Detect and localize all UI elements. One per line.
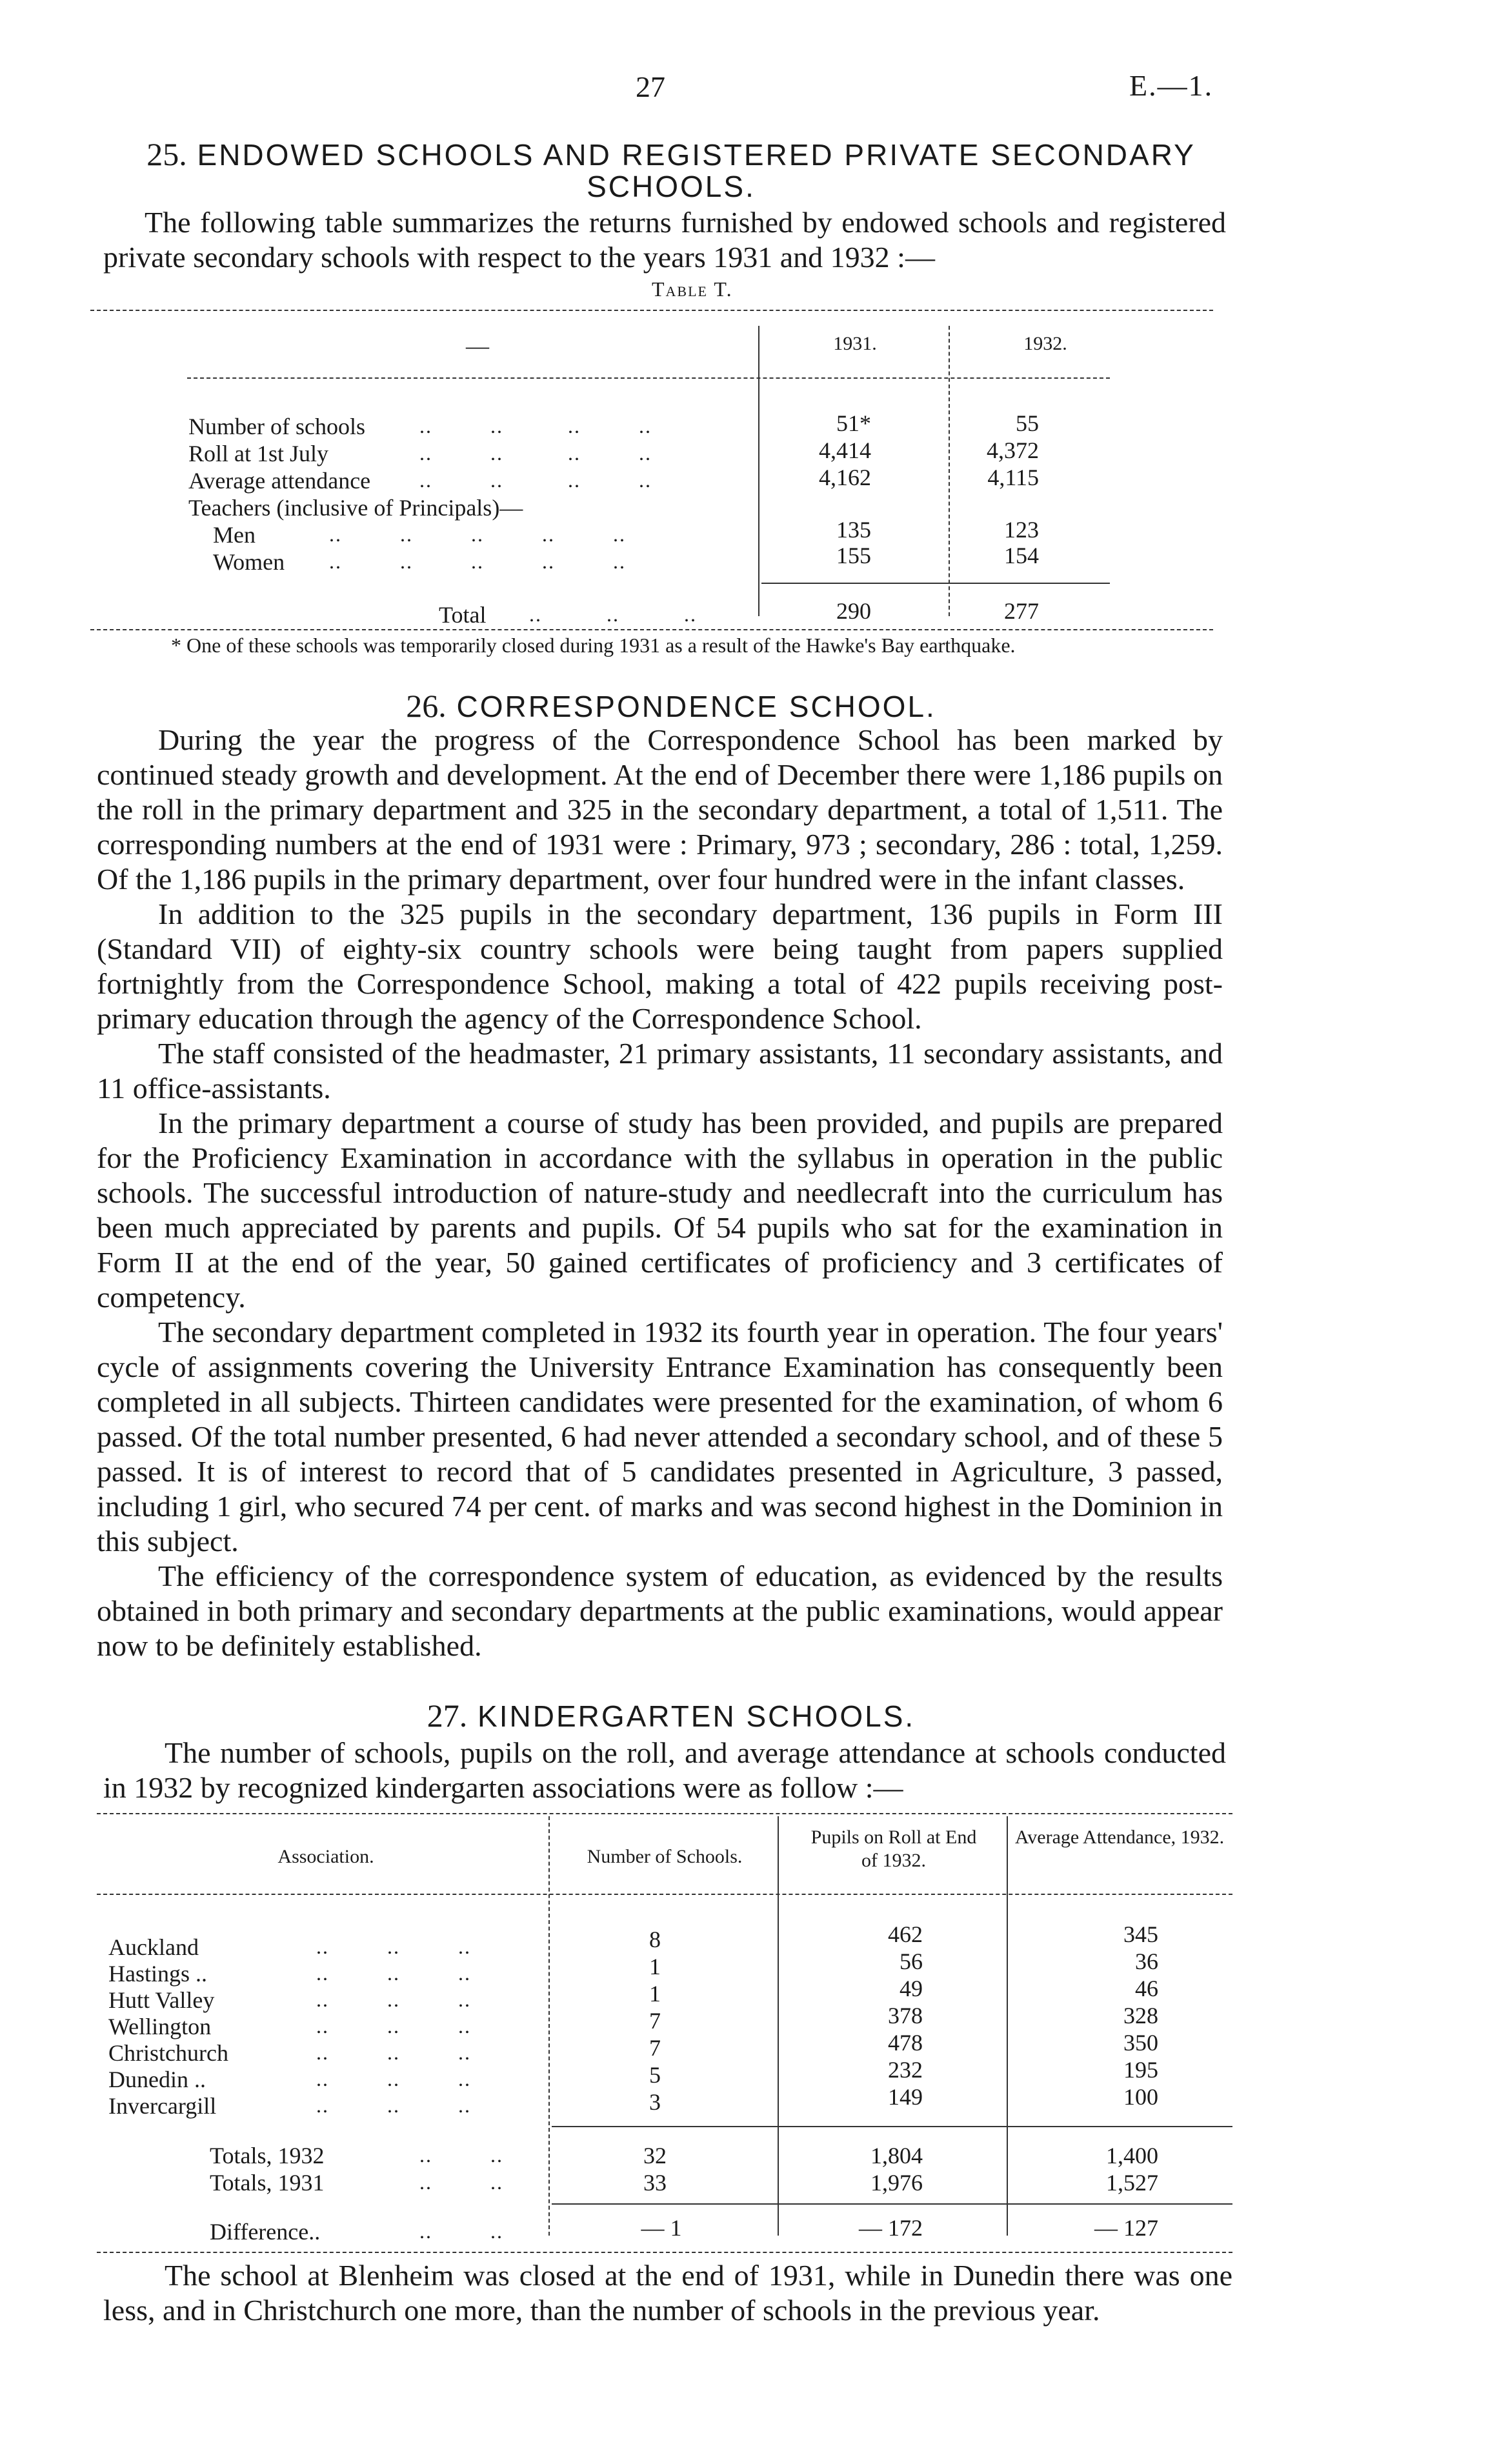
paragraph: In addition to the 325 pupils in the secondary department, 136 pupils in Form III (Standard VII) of eighty-six country schools were being taught from papers supplied fortnightly from the Correspondence School, making a total of 422 pupils receiving post-primary education through the agency of the Correspondence School.	[97, 897, 1223, 1035]
section-26-body	[97, 723, 1223, 1663]
kg-header-rule	[97, 1894, 1232, 1895]
cell-roll: 56	[900, 1948, 923, 1974]
totals-label: Totals, 1932	[210, 2143, 325, 2169]
table-t-header-1931: 1931.	[833, 333, 877, 354]
table-t-col-divider-2	[949, 326, 950, 616]
cell-roll: 232	[888, 2057, 923, 2083]
row-label: Number of schools	[188, 414, 365, 439]
cell-attendance: 1,527	[1106, 2170, 1158, 2196]
cell-schools: 8	[649, 1927, 661, 1952]
leader-dots: .. .. ..	[316, 2094, 471, 2117]
cell-1931: 155	[836, 543, 871, 568]
section-26-number: 26.	[406, 688, 447, 724]
section-26-title: CORRESPONDENCE SCHOOL.	[456, 690, 936, 723]
leader-dots: .. .. .. ..	[419, 414, 652, 437]
cell-attendance: 195	[1123, 2057, 1158, 2083]
cell-schools: 5	[649, 2062, 661, 2088]
kg-col-divider-1	[548, 1816, 550, 2236]
cell-roll: 1,976	[870, 2170, 923, 2196]
cell-schools: — 1	[641, 2215, 682, 2241]
table-t-total-rule	[761, 583, 1110, 584]
total-1932: 277	[1004, 598, 1039, 624]
cell-attendance: 328	[1123, 2003, 1158, 2028]
section-25-intro: The following table summarizes the returns furnished by endowed schools and registered private secondary schools with respect to the years 1931 and 1932 :—	[103, 206, 1226, 274]
association-name: Invercargill	[108, 2093, 217, 2119]
cell-schools: 33	[643, 2170, 667, 2196]
association-name: Christchurch	[108, 2040, 228, 2066]
leader-dots: .. .. ..	[316, 1988, 471, 2011]
leader-dots: .. .. ..	[316, 1935, 471, 1958]
leader-dots: .. .. .. .. ..	[329, 523, 626, 546]
section-27-title: KINDERGARTEN SCHOOLS.	[478, 1699, 916, 1733]
section-27-heading	[97, 1697, 1245, 1734]
cell-schools: 1	[649, 1981, 661, 2007]
cell-1932: 4,115	[987, 465, 1039, 490]
difference-label: Difference..	[210, 2219, 321, 2245]
cell-schools: 1	[649, 1954, 661, 1979]
section-27-closing: The school at Blenheim was closed at the end of 1931, while in Dunedin there was one less, and in Christchurch one more, than the number of schools in the previous year.	[103, 2259, 1232, 2327]
association-name: Dunedin ..	[108, 2067, 206, 2092]
kg-col-divider-2	[778, 1816, 779, 2236]
kg-header-schools: Number of Schools.	[587, 1846, 743, 1867]
cell-attendance: — 127	[1094, 2215, 1158, 2241]
cell-schools: 7	[649, 2008, 661, 2034]
section-25-heading	[97, 135, 1245, 173]
kg-header-roll: Pupils on Roll at End of 1932.	[810, 1827, 977, 1871]
cell-roll: 378	[888, 2003, 923, 2028]
leader-dots: .. .. ..	[316, 1961, 471, 1985]
cell-1932: 55	[1016, 410, 1039, 436]
leader-dots: .. .. .. ..	[419, 468, 652, 492]
section-27-intro: The number of schools, pupils on the roll, and average attendance at schools conducted in 1932 by recognized kindergarten associations were as follow :—	[103, 1736, 1226, 1804]
cell-1932: 123	[1004, 517, 1039, 543]
section-25-number: 25.	[146, 136, 187, 172]
kg-table-top-rule	[97, 1813, 1232, 1814]
total-1931: 290	[836, 598, 871, 624]
row-label: Average attendance	[188, 468, 371, 494]
table-t-caption: Table T.	[652, 277, 733, 301]
cell-roll: — 172	[859, 2215, 923, 2241]
cell-roll: 49	[900, 1976, 923, 2001]
paragraph: In the primary department a course of study has been provided, and pupils are prepared for the Proficiency Examination in accordance with the syllabus in operation in the public schools. The successful introduction of nature-study and needlecraft into the curriculum has been much appreciated by parents and pupils. Of 54 pupils who sat for the examination in Form II at the end of the year, 50 gained certificates of proficiency and 3 certificates of competency.	[97, 1107, 1223, 1314]
cell-roll: 478	[888, 2030, 923, 2056]
association-name: Wellington	[108, 2014, 212, 2039]
cell-attendance: 36	[1135, 1948, 1158, 1974]
table-t-stub-header: —	[466, 333, 489, 359]
paragraph: During the year the progress of the Correspondence School has been marked by continued steady growth and development. At the end of December there were 1,186 pupils on the roll in the primary department and 325 in the secondary department, a total of 1,511. The corresponding numbers at the end of 1931 were : Primary, 973 ; secondary, 286 : total, 1,259. Of the 1,186 pupils in the primary department, over four hundred were in the infant classes.	[97, 723, 1223, 896]
paragraph: The staff consisted of the headmaster, 21 primary assistants, 11 secondary assistants, and 11 office-assistants.	[97, 1037, 1223, 1105]
table-t-header-1932: 1932.	[1023, 333, 1067, 354]
cell-roll: 149	[888, 2084, 923, 2110]
leader-dots: .. .. .. ..	[419, 441, 652, 465]
leader-dots: .. ..	[419, 2219, 503, 2243]
leader-dots: .. ..	[419, 2170, 503, 2194]
table-t-footnote: * One of these schools was temporarily closed during 1931 as a result of the Hawke's Bay earthquake.	[171, 634, 1016, 657]
cell-roll: 462	[888, 1921, 923, 1947]
cell-schools: 7	[649, 2035, 661, 2061]
cell-attendance: 1,400	[1106, 2143, 1158, 2169]
cell-1932: 4,372	[987, 437, 1039, 463]
paragraph: The efficiency of the correspondence system of education, as evidenced by the results obtained in both primary and secondary departments at the public examinations, would appear now to be definitely established.	[97, 1559, 1223, 1662]
association-name: Hutt Valley	[108, 1987, 215, 2013]
table-t-top-rule	[90, 310, 1213, 311]
section-27-number: 27.	[427, 1698, 468, 1734]
leader-dots: .. .. ..	[316, 2041, 471, 2064]
totals-label: Totals, 1931	[210, 2170, 325, 2196]
cell-schools: 3	[649, 2089, 661, 2115]
cell-1931: 51*	[836, 410, 871, 436]
cell-attendance: 100	[1123, 2084, 1158, 2110]
paragraph: The secondary department completed in 1932 its fourth year in operation. The four years' cycle of assignments covering the University Entrance Examination has consequently been completed in all subjects. Thirteen candidates were presented for the examination, of whom 6 passed. Of the total number presented, 6 had never attended a secondary school, and of these 5 passed. It is of interest to record that of 5 candidates presented in Agriculture, 3 passed, including 1 girl, who secured 74 per cent. of marks and was second highest in the Dominion in this subject.	[97, 1316, 1223, 1558]
total-label: Total	[439, 602, 487, 628]
cell-attendance: 345	[1123, 1921, 1158, 1947]
leader-dots: .. .. ..	[316, 2067, 471, 2090]
cell-1931: 135	[836, 517, 871, 543]
kg-col-divider-3	[1007, 1816, 1008, 2236]
row-label: Men	[213, 522, 256, 548]
cell-attendance: 350	[1123, 2030, 1158, 2056]
table-t-header-rule	[187, 377, 1110, 379]
row-label: Roll at 1st July	[188, 441, 329, 466]
table-t-bottom-rule	[90, 629, 1213, 630]
section-25-title-line2: SCHOOLS.	[587, 170, 756, 203]
row-label: Teachers (inclusive of Principals)—	[188, 495, 523, 521]
kg-header-attendance: Average Attendance, 1932.	[1014, 1827, 1225, 1848]
document-reference: E.—1.	[1129, 69, 1214, 102]
leader-dots: .. .. ..	[529, 603, 697, 626]
association-name: Hastings ..	[108, 1961, 207, 1987]
leader-dots: .. .. ..	[316, 2014, 471, 2038]
association-name: Auckland	[108, 1934, 199, 1960]
leader-dots: .. .. .. .. ..	[329, 550, 626, 573]
leader-dots: .. ..	[419, 2143, 503, 2167]
cell-1931: 4,414	[819, 437, 871, 463]
cell-attendance: 46	[1135, 1976, 1158, 2001]
page-number: 27	[636, 70, 665, 103]
cell-roll: 1,804	[870, 2143, 923, 2169]
kg-totals-rule	[552, 2126, 1232, 2127]
section-25-title-line1: ENDOWED SCHOOLS AND REGISTERED PRIVATE SECONDARY	[197, 138, 1196, 172]
row-label: Women	[213, 549, 285, 575]
kg-table-bottom-rule	[97, 2252, 1232, 2253]
section-26-heading	[97, 687, 1245, 725]
table-t-col-divider-1	[758, 326, 759, 616]
cell-1931: 4,162	[819, 465, 871, 490]
kg-difference-rule	[552, 2203, 1232, 2205]
cell-1932: 154	[1004, 543, 1039, 568]
kg-header-association: Association.	[277, 1846, 374, 1867]
cell-schools: 32	[643, 2143, 667, 2169]
